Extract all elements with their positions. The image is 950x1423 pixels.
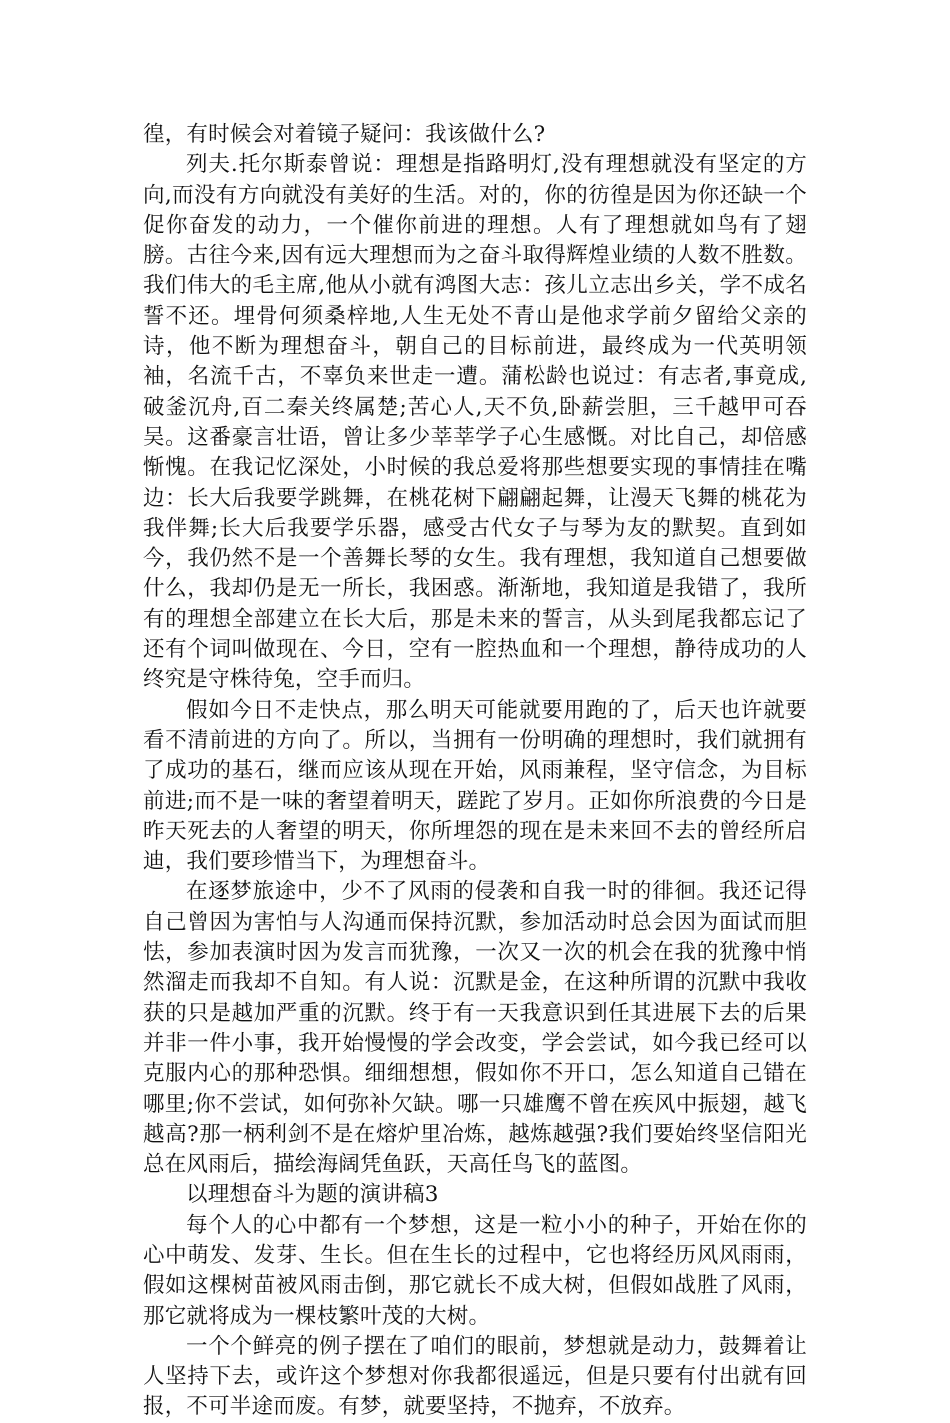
paragraph-continuation: 徨，有时候会对着镜子疑问：我该做什么? <box>143 122 546 147</box>
paragraph-tolstoy-ideal: 列夫.托尔斯泰曾说：理想是指路明灯,没有理想就没有坚定的方向,而没有方向就没有美好的生活。对的，你的彷徨是因为你还缺一个促你奋发的动力，一个催你前进的理想。人有了理想就如鸟有了翅膀。古往今来,因有远大理想而为之奋斗取得辉煌业绩的人数不胜数。我们伟大的毛主席,他从小就有鸿图大志：孩儿立志出乡关，学不成名誓不还。埋骨何须桑梓地,人生无处不青山是他求学前夕留给父亲的诗，他不断为理想奋斗，朝自己的目标前进，最终成为一代英明领袖，名流千古，不辜负来世走一遭。蒲松龄也说过：有志者,事竟成,破釜沉舟,百二秦关终属楚;苦心人,天不负,卧薪尝胆，三千越甲可吞吴。这番豪言壮语，曾让多少莘莘学子心生感慨。对比自己，却倍感惭愧。在我记忆深处，小时候的我总爱将那些想要实现的事情挂在嘴边：长大后我要学跳舞，在桃花树下翩翩起舞，让漫天飞舞的桃花为我伴舞;长大后我要学乐器，感受古代女子与琴为友的默契。直到如今，我仍然不是一个善舞长琴的女生。我有理想，我知道自己想要做什么，我却仍是无一所长，我困惑。渐渐地，我知道是我错了，我所有的理想全部建立在长大后，那是未来的誓言，从头到尾我都忘记了还有个词叫做现在、今日，空有一腔热血和一个理想，静待成功的人终究是守株待兔，空手而归。 <box>143 152 807 693</box>
paragraph-dream-seed: 每个人的心中都有一个梦想，这是一粒小小的种子，开始在你的心中萌发、发芽、生长。但在生长的过程中，它也将经历风风雨雨，假如这棵树苗被风雨击倒，那它就长不成大树，但假如战胜了风雨，那它就将成为一棵枝繁叶茂的大树。 <box>143 1212 807 1329</box>
paragraph-walk-faster: 假如今日不走快点，那么明天可能就要用跑的了，后天也许就要看不清前进的方向了。所以，当拥有一份明确的理想时，我们就拥有了成功的基石，继而应该从现在开始，风雨兼程，坚守信念，为目标前进;而不是一味的奢望着明天，蹉跎了岁月。正如你所浪费的今日是昨天死去的人奢望的明天，你所埋怨的现在是未来回不去的曾经所启迪，我们要珍惜当下，为理想奋斗。 <box>143 697 807 875</box>
paragraph-perseverance: 一个个鲜亮的例子摆在了咱们的眼前，梦想就是动力，鼓舞着让人坚持下去，或许这个梦想对你我都很遥远，但是只要有付出就有回报，不可半途而废。有梦，就要坚持，不抛弃，不放弃。 <box>143 1333 807 1420</box>
paragraph-dream-journey: 在逐梦旅途中，少不了风雨的侵袭和自我一时的徘徊。我还记得自己曾因为害怕与人沟通而保持沉默，参加活动时总会因为面试而胆怯，参加表演时因为发言而犹豫，一次又一次的机会在我的犹豫中悄然溜走而我却不自知。有人说：沉默是金，在这种所谓的沉默中我收获的只是越加严重的沉默。终于有一天我意识到任其进展下去的后果并非一件小事，我开始慢慢的学会改变，学会尝试，如今我已经可以克服内心的那种恐惧。细细想想，假如你不开口，怎么知道自己错在哪里;你不尝试，如何弥补欠缺。哪一只雄鹰不曾在疾风中振翅，越飞越高?那一柄利剑不是在熔炉里冶炼，越炼越强?我们要始终坚信阳光总在风雨后，描绘海阔凭鱼跃，天高任鸟飞的蓝图。 <box>143 879 807 1178</box>
section-heading: 以理想奋斗为题的演讲稿3 <box>186 1182 439 1208</box>
document-page <box>143 120 807 1423</box>
